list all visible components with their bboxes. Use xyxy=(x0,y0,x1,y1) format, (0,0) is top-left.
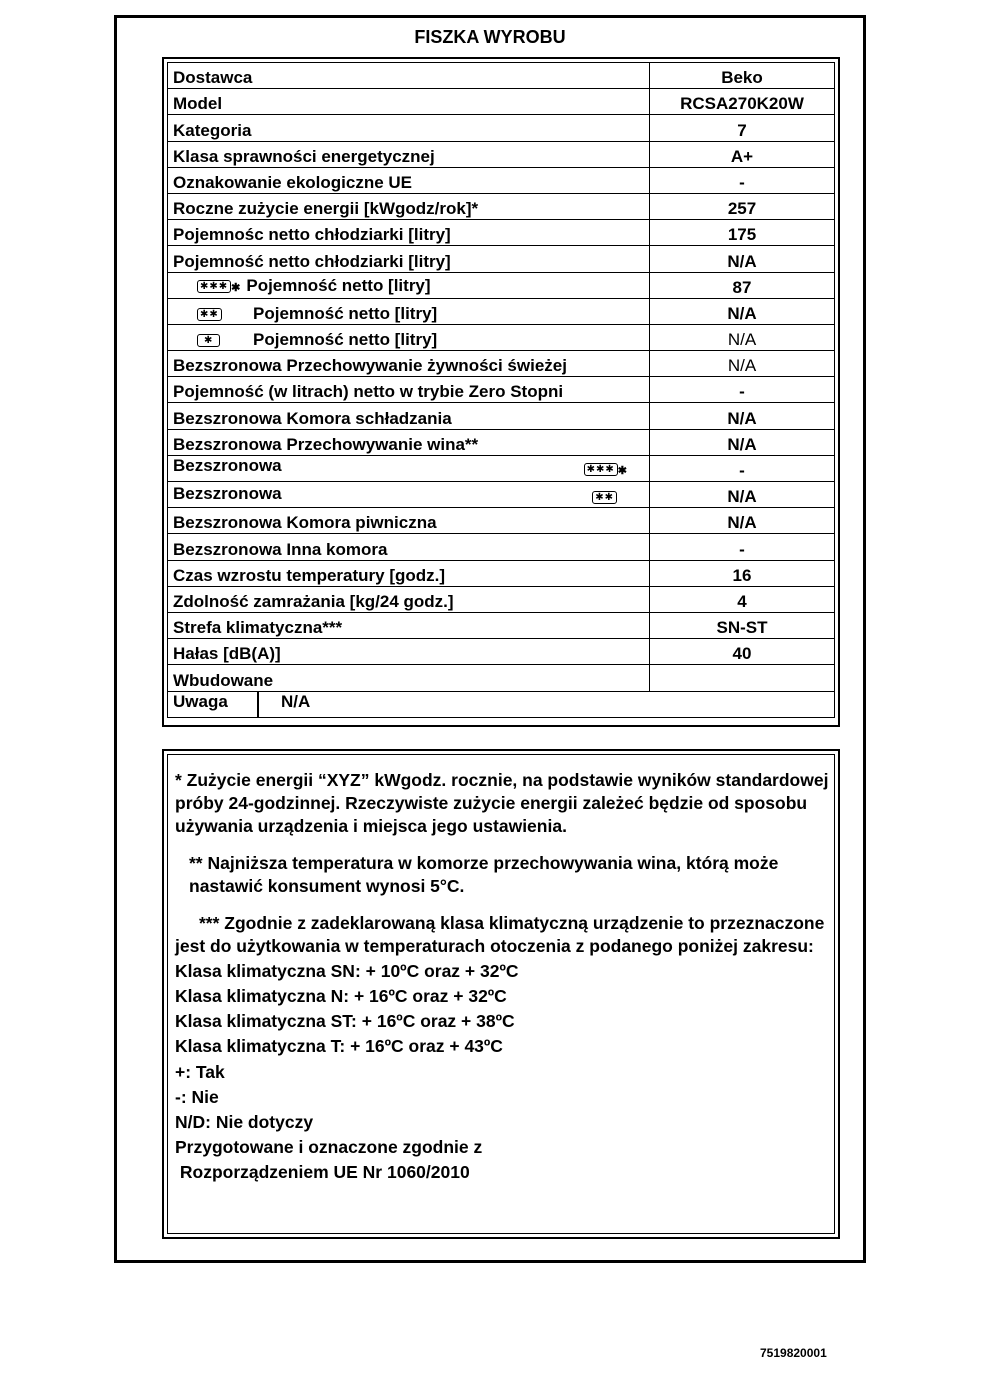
row-label-with-star: ✱ Pojemność netto [litry] xyxy=(168,324,650,350)
row-label: Bezszronowa Inna komora xyxy=(168,534,650,560)
row-label: Bezszronowa Przechowywanie wina** xyxy=(168,429,650,455)
extra-star-icon: ✱ xyxy=(231,281,241,294)
row-value: 16 xyxy=(650,560,835,586)
note-wine: ** Najniższa temperatura w komorze przechowywania wina, którą może nastawić konsument wynosi 5°C. xyxy=(189,853,779,896)
row-value: 4 xyxy=(650,586,835,612)
row-label: Zdolność zamrażania [kg/24 godz.] xyxy=(168,586,650,612)
prepared-line-1: Przygotowane i oznaczone zgodnie z xyxy=(175,1137,483,1157)
table-row xyxy=(168,246,835,272)
row-value: - xyxy=(650,455,835,481)
row-label: Wbudowane xyxy=(168,665,650,691)
table-row xyxy=(168,63,835,89)
three-star-freezer-icon: ✱✱✱ xyxy=(197,280,231,293)
row-value: 87 xyxy=(650,272,835,298)
row-value: A+ xyxy=(650,141,835,167)
uwaga-value: N/A xyxy=(281,691,311,711)
table-row xyxy=(168,508,835,534)
sheet-title: FISZKA WYROBU xyxy=(414,27,566,47)
table-row xyxy=(168,298,835,324)
table-row xyxy=(168,403,835,429)
legend-nd: N/D: Nie dotyczy xyxy=(175,1112,314,1132)
row-value: N/A xyxy=(650,403,835,429)
row-value: - xyxy=(650,167,835,193)
spec-table-frame xyxy=(162,57,840,727)
table-row xyxy=(168,272,835,298)
spec-table xyxy=(167,62,835,718)
table-row xyxy=(168,560,835,586)
row-label: Bezszronowa Przechowywanie żywności świeżej xyxy=(168,351,650,377)
row-label: Bezszronowa Komora schładzania xyxy=(168,403,650,429)
table-row xyxy=(168,324,835,350)
legend-plus: +: Tak xyxy=(175,1062,225,1082)
product-sheet xyxy=(114,15,866,1263)
row-label: Strefa klimatyczna*** xyxy=(168,612,650,638)
table-row xyxy=(168,377,835,403)
two-star-freezer-icon: ✱✱ xyxy=(592,491,617,504)
table-row-uwaga xyxy=(168,691,835,717)
row-label: Klasa sprawności energetycznej xyxy=(168,141,650,167)
notes-text xyxy=(175,769,835,1184)
uwaga-label: Uwaga xyxy=(173,692,259,717)
row-label: Roczne zużycie energii [kWgodz/rok]* xyxy=(168,193,650,219)
table-row xyxy=(168,115,835,141)
row-value: N/A xyxy=(650,298,835,324)
row-label: Pojemność netto chłodziarki [litry] xyxy=(168,246,650,272)
row-label: Oznakowanie ekologiczne UE xyxy=(168,167,650,193)
row-label: Czas wzrostu temperatury [godz.] xyxy=(168,560,650,586)
table-row xyxy=(168,455,835,481)
row-label: Dostawca xyxy=(168,63,650,89)
row-label: Model xyxy=(168,89,650,115)
prepared-line-2: Rozporządzeniem UE Nr 1060/2010 xyxy=(175,1162,470,1182)
climate-class-st: Klasa klimatyczna ST: + 16ºC oraz + 38ºC xyxy=(175,1011,515,1031)
row-value: N/A xyxy=(650,508,835,534)
row-label: Pojemność (w litrach) netto w trybie Zero Stopni xyxy=(168,377,650,403)
row-value: N/A xyxy=(650,429,835,455)
table-row xyxy=(168,89,835,115)
table-row xyxy=(168,167,835,193)
note-energy: * Zużycie energii “XYZ” kWgodz. rocznie, na podstawie wyników standardowej próby 24-godzinnej. Rzeczywiste zużycie energii zależeć będzie od sposobu używania urządzenia i miejsca jego ustawienia. xyxy=(175,770,829,836)
table-row xyxy=(168,482,835,508)
one-star-freezer-icon: ✱ xyxy=(197,334,220,347)
row-label-with-star: Bezszronowa ✱✱ xyxy=(168,482,650,508)
row-value: - xyxy=(650,377,835,403)
row-value: N/A xyxy=(650,482,835,508)
row-value: - xyxy=(650,534,835,560)
row-value: SN-ST xyxy=(650,612,835,638)
row-label: Hałas [dB(A)] xyxy=(168,639,650,665)
row-value xyxy=(650,665,835,691)
notes-frame xyxy=(162,749,840,1239)
row-value: 7 xyxy=(650,115,835,141)
row-value: 40 xyxy=(650,639,835,665)
row-value: N/A xyxy=(650,246,835,272)
row-value: Beko xyxy=(650,63,835,89)
row-value: RCSA270K20W xyxy=(650,89,835,115)
table-row xyxy=(168,429,835,455)
table-row xyxy=(168,639,835,665)
table-row xyxy=(168,586,835,612)
row-value: N/A xyxy=(650,324,835,350)
table-row xyxy=(168,193,835,219)
row-label-with-star: ✱✱ Pojemność netto [litry] xyxy=(168,298,650,324)
row-value: 257 xyxy=(650,193,835,219)
three-star-freezer-icon: ✱✱✱ xyxy=(584,463,618,476)
climate-class-sn: Klasa klimatyczna SN: + 10ºC oraz + 32ºC xyxy=(175,961,519,981)
row-label-with-star: ✱✱✱ ✱ Pojemność netto [litry] xyxy=(168,272,650,298)
row-label: Pojemnośc netto chłodziarki [litry] xyxy=(168,220,650,246)
row-value: 175 xyxy=(650,220,835,246)
table-row xyxy=(168,351,835,377)
table-row xyxy=(168,534,835,560)
two-star-freezer-icon: ✱✱ xyxy=(197,308,222,321)
table-row xyxy=(168,612,835,638)
document-code: 7519820001 xyxy=(760,1346,827,1360)
row-label: Kategoria xyxy=(168,115,650,141)
row-value: N/A xyxy=(650,351,835,377)
extra-star-icon: ✱ xyxy=(617,465,627,477)
legend-minus: -: Nie xyxy=(175,1087,219,1107)
table-row xyxy=(168,665,835,691)
note-climate: *** Zgodnie z zadeklarowaną klasa klimatyczną urządzenie to przeznaczone jest do użytkowania w temperaturach otoczenia z podanego poniżej zakresu: xyxy=(175,913,825,956)
row-label-with-star: Bezszronowa ✱✱✱ ✱ xyxy=(168,455,650,481)
row-label: Bezszronowa Komora piwniczna xyxy=(168,508,650,534)
climate-class-t: Klasa klimatyczna T: + 16ºC oraz + 43ºC xyxy=(175,1036,503,1056)
table-row xyxy=(168,141,835,167)
climate-class-n: Klasa klimatyczna N: + 16ºC oraz + 32ºC xyxy=(175,986,507,1006)
table-row xyxy=(168,220,835,246)
